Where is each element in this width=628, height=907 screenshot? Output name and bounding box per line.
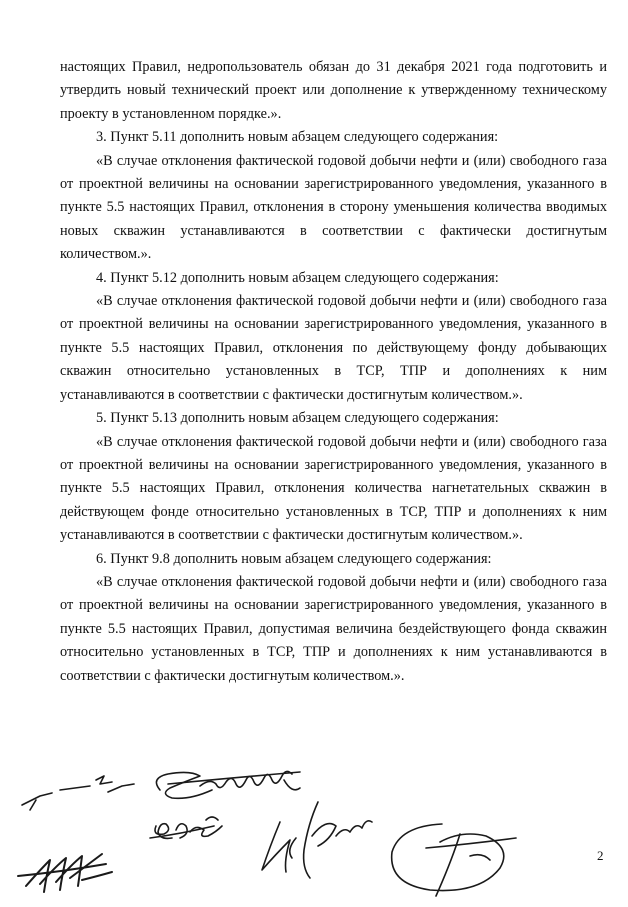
paragraph-item-4-quote: «В случае отклонения фактической годовой добычи нефти и (или) свободного газа от проектной величины на основании зарегистрированного уведомления, указанного в пункте 5.5 настоящих Правил, отклонения по действующему фонду добывающих скважин относительно установленных в ТСР, ТПР и дополнениях к ним устанавливаются в соответствии с фактически достигнутым количеством.». bbox=[60, 293, 607, 403]
signature-3 bbox=[150, 817, 222, 838]
paragraph-item-3-quote: «В случае отклонения фактической годовой добычи нефти и (или) свободного газа от проектной величины на основании зарегистрированного уведомления, указанного в пункте 5.5 настоящих Правил, отклонения в сторону уменьшения количества вводимых новых скважин устанавливаются в соответствии с фактически достигнутым количеством.». bbox=[60, 152, 607, 263]
paragraph-item-6-heading: 6. Пункт 9.8 дополнить новым абзацем следующего содержания: bbox=[96, 550, 492, 567]
page-number: 2 bbox=[597, 848, 604, 863]
paragraph-item-3-heading: 3. Пункт 5.11 дополнить новым абзацем следующего содержания: bbox=[96, 129, 499, 146]
signatures-block bbox=[0, 760, 628, 907]
signature-5 bbox=[262, 802, 372, 878]
paragraph-item-6-quote: «В случае отклонения фактической годовой добычи нефти и (или) свободного газа от проектной величины на основании зарегистрированного уведомления, указанного в пункте 5.5 настоящих Правил, допустимая величина бездействующего фонда скважин относительно установленных в ТСР, ТПР и дополнениях к ним устанавливаются в соответствии с фактически достигнутым количеством.». bbox=[60, 573, 607, 684]
paragraph-item-4-heading: 4. Пункт 5.12 дополнить новым абзацем следующего содержания: bbox=[96, 269, 499, 286]
document-body bbox=[60, 56, 607, 688]
signature-1 bbox=[22, 776, 134, 810]
paragraph-continuation: настоящих Правил, недропользователь обязан до 31 декабря 2021 года подготовить и утвердить новый технический проект или дополнение к утвержденному техническому проекту в установленном порядке.». bbox=[60, 59, 607, 122]
signature-2 bbox=[156, 771, 300, 798]
signature-4 bbox=[18, 854, 112, 892]
signature-6 bbox=[392, 824, 516, 896]
paragraph-item-5-heading: 5. Пункт 5.13 дополнить новым абзацем следующего содержания: bbox=[96, 410, 499, 427]
paragraph-item-5-quote: «В случае отклонения фактической годовой добычи нефти и (или) свободного газа от проектной величины на основании зарегистрированного уведомления, указанного в пункте 5.5 настоящих Правил, отклонения количества нагнетательных скважин в действующем фонде относительно установленных в ТСР, ТПР и дополнениях к ним устанавливаются в соответствии с фактически достигнутым количеством.». bbox=[60, 433, 607, 544]
